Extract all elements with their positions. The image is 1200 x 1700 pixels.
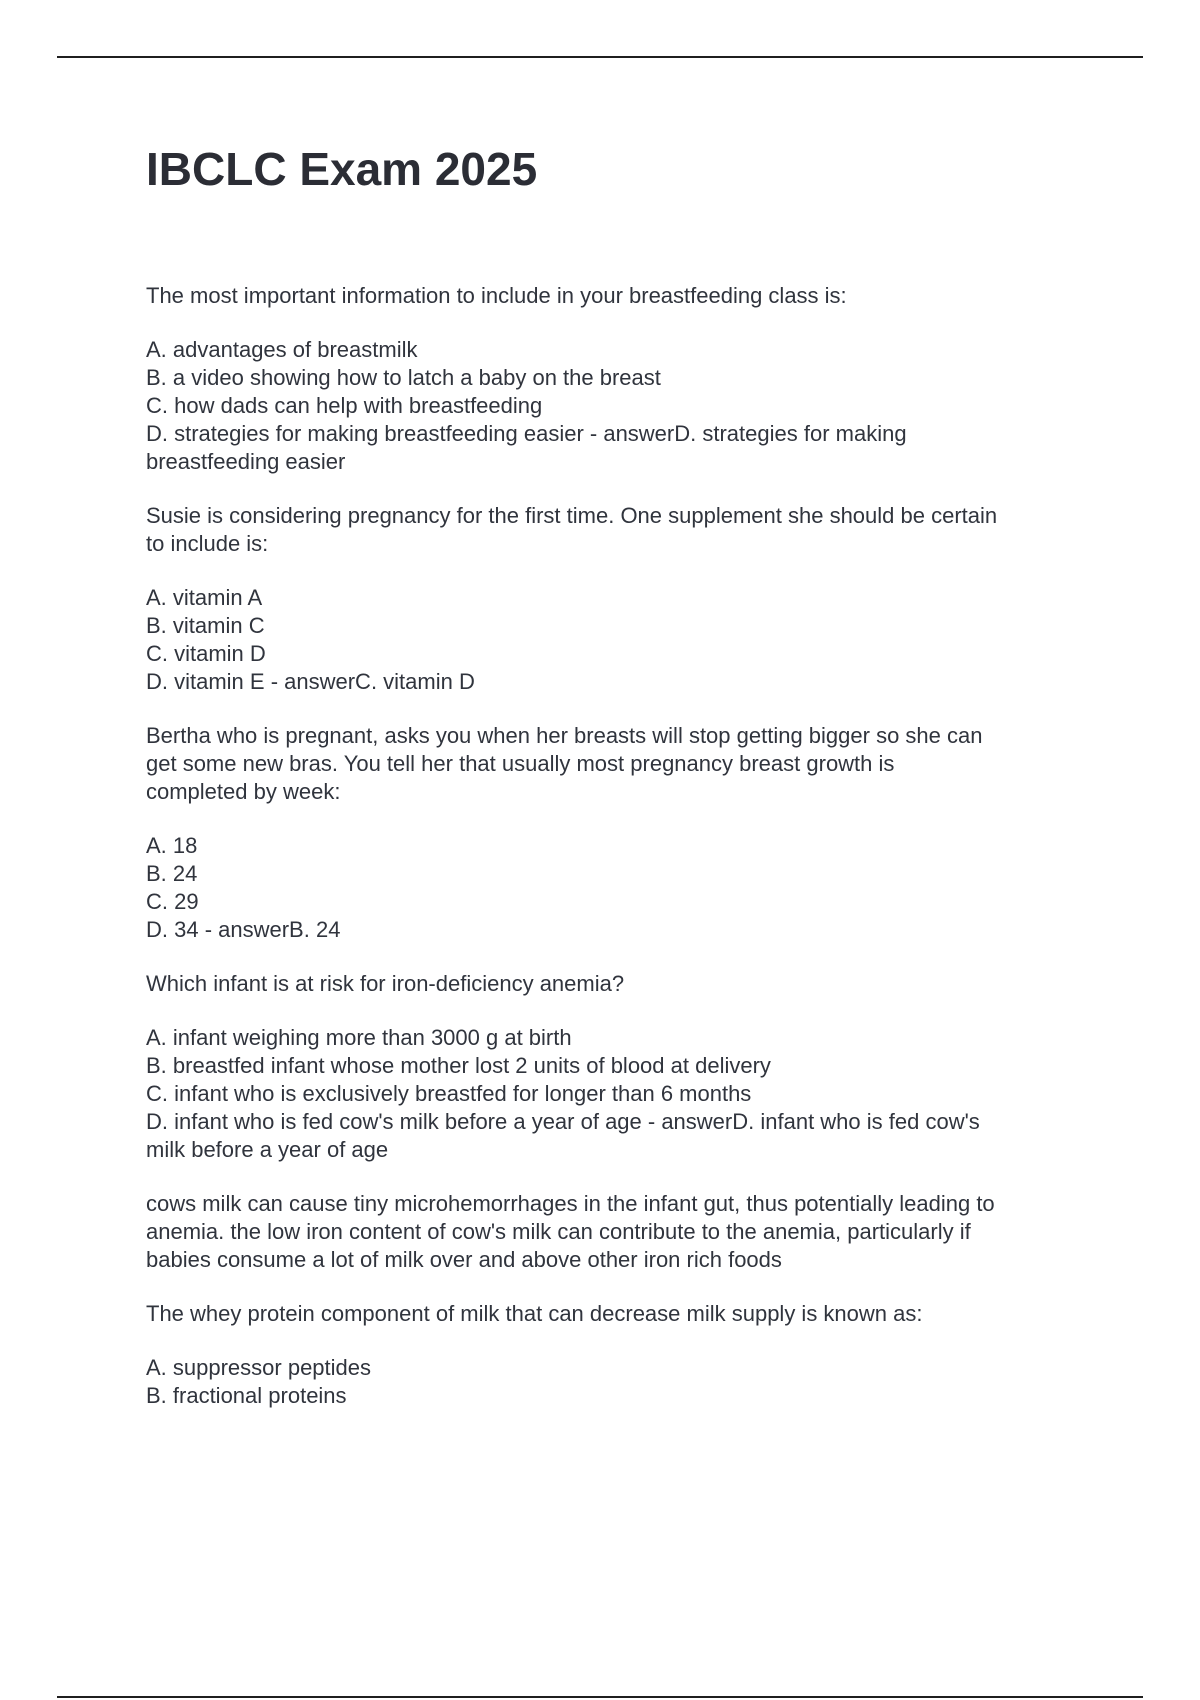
text-line: Bertha who is pregnant, asks you when her breasts will stop getting bigger so she can [146,723,983,748]
bottom-rule [57,1696,1143,1698]
text-line: completed by week: [146,779,341,804]
text-line: B. fractional proteins [146,1383,347,1408]
text-block [146,832,1086,944]
text-line: C. 29 [146,889,199,914]
text-line: to include is: [146,531,269,556]
text-line: A. infant weighing more than 3000 g at birth [146,1025,572,1050]
top-rule [57,56,1143,58]
text-block [146,336,1086,476]
text-line: C. vitamin D [146,641,266,666]
document-body [146,282,1086,1436]
text-line: B. breastfed infant whose mother lost 2 units of blood at delivery [146,1053,771,1078]
text-line: B. vitamin C [146,613,265,638]
text-line: get some new bras. You tell her that usually most pregnancy breast growth is [146,751,895,776]
text-block [146,282,1086,310]
text-line: breastfeeding easier [146,449,346,474]
text-line: A. suppressor peptides [146,1355,372,1380]
text-block [146,1354,1086,1410]
text-line: milk before a year of age [146,1137,389,1162]
text-line: A. 18 [146,833,198,858]
text-line: D. 34 - answerB. 24 [146,917,341,942]
text-line: Susie is considering pregnancy for the first time. One supplement she should be certain [146,503,998,528]
text-line: D. infant who is fed cow's milk before a year of age - answerD. infant who is fed cow's [146,1109,980,1134]
text-block [146,584,1086,696]
text-line: anemia. the low iron content of cow's milk can contribute to the anemia, particularly if [146,1219,971,1244]
page-title: IBCLC Exam 2025 [146,143,538,195]
text-line: Which infant is at risk for iron-deficiency anemia? [146,971,625,996]
text-block [146,1190,1086,1274]
text-line: D. vitamin E - answerC. vitamin D [146,669,475,694]
text-line: cows milk can cause tiny microhemorrhages in the infant gut, thus potentially leading to [146,1191,995,1216]
text-line: B. 24 [146,861,198,886]
text-block [146,970,1086,998]
text-line: B. a video showing how to latch a baby on the breast [146,365,661,390]
text-line: D. strategies for making breastfeeding easier - answerD. strategies for making [146,421,907,446]
text-line: A. advantages of breastmilk [146,337,418,362]
text-block [146,722,1086,806]
text-line: The whey protein component of milk that can decrease milk supply is known as: [146,1301,923,1326]
text-line: C. how dads can help with breastfeeding [146,393,543,418]
text-block [146,1300,1086,1328]
text-line: The most important information to include in your breastfeeding class is: [146,283,847,308]
text-block [146,502,1086,558]
text-line: babies consume a lot of milk over and above other iron rich foods [146,1247,782,1272]
text-line: A. vitamin A [146,585,263,610]
text-line: C. infant who is exclusively breastfed for longer than 6 months [146,1081,752,1106]
text-block [146,1024,1086,1164]
